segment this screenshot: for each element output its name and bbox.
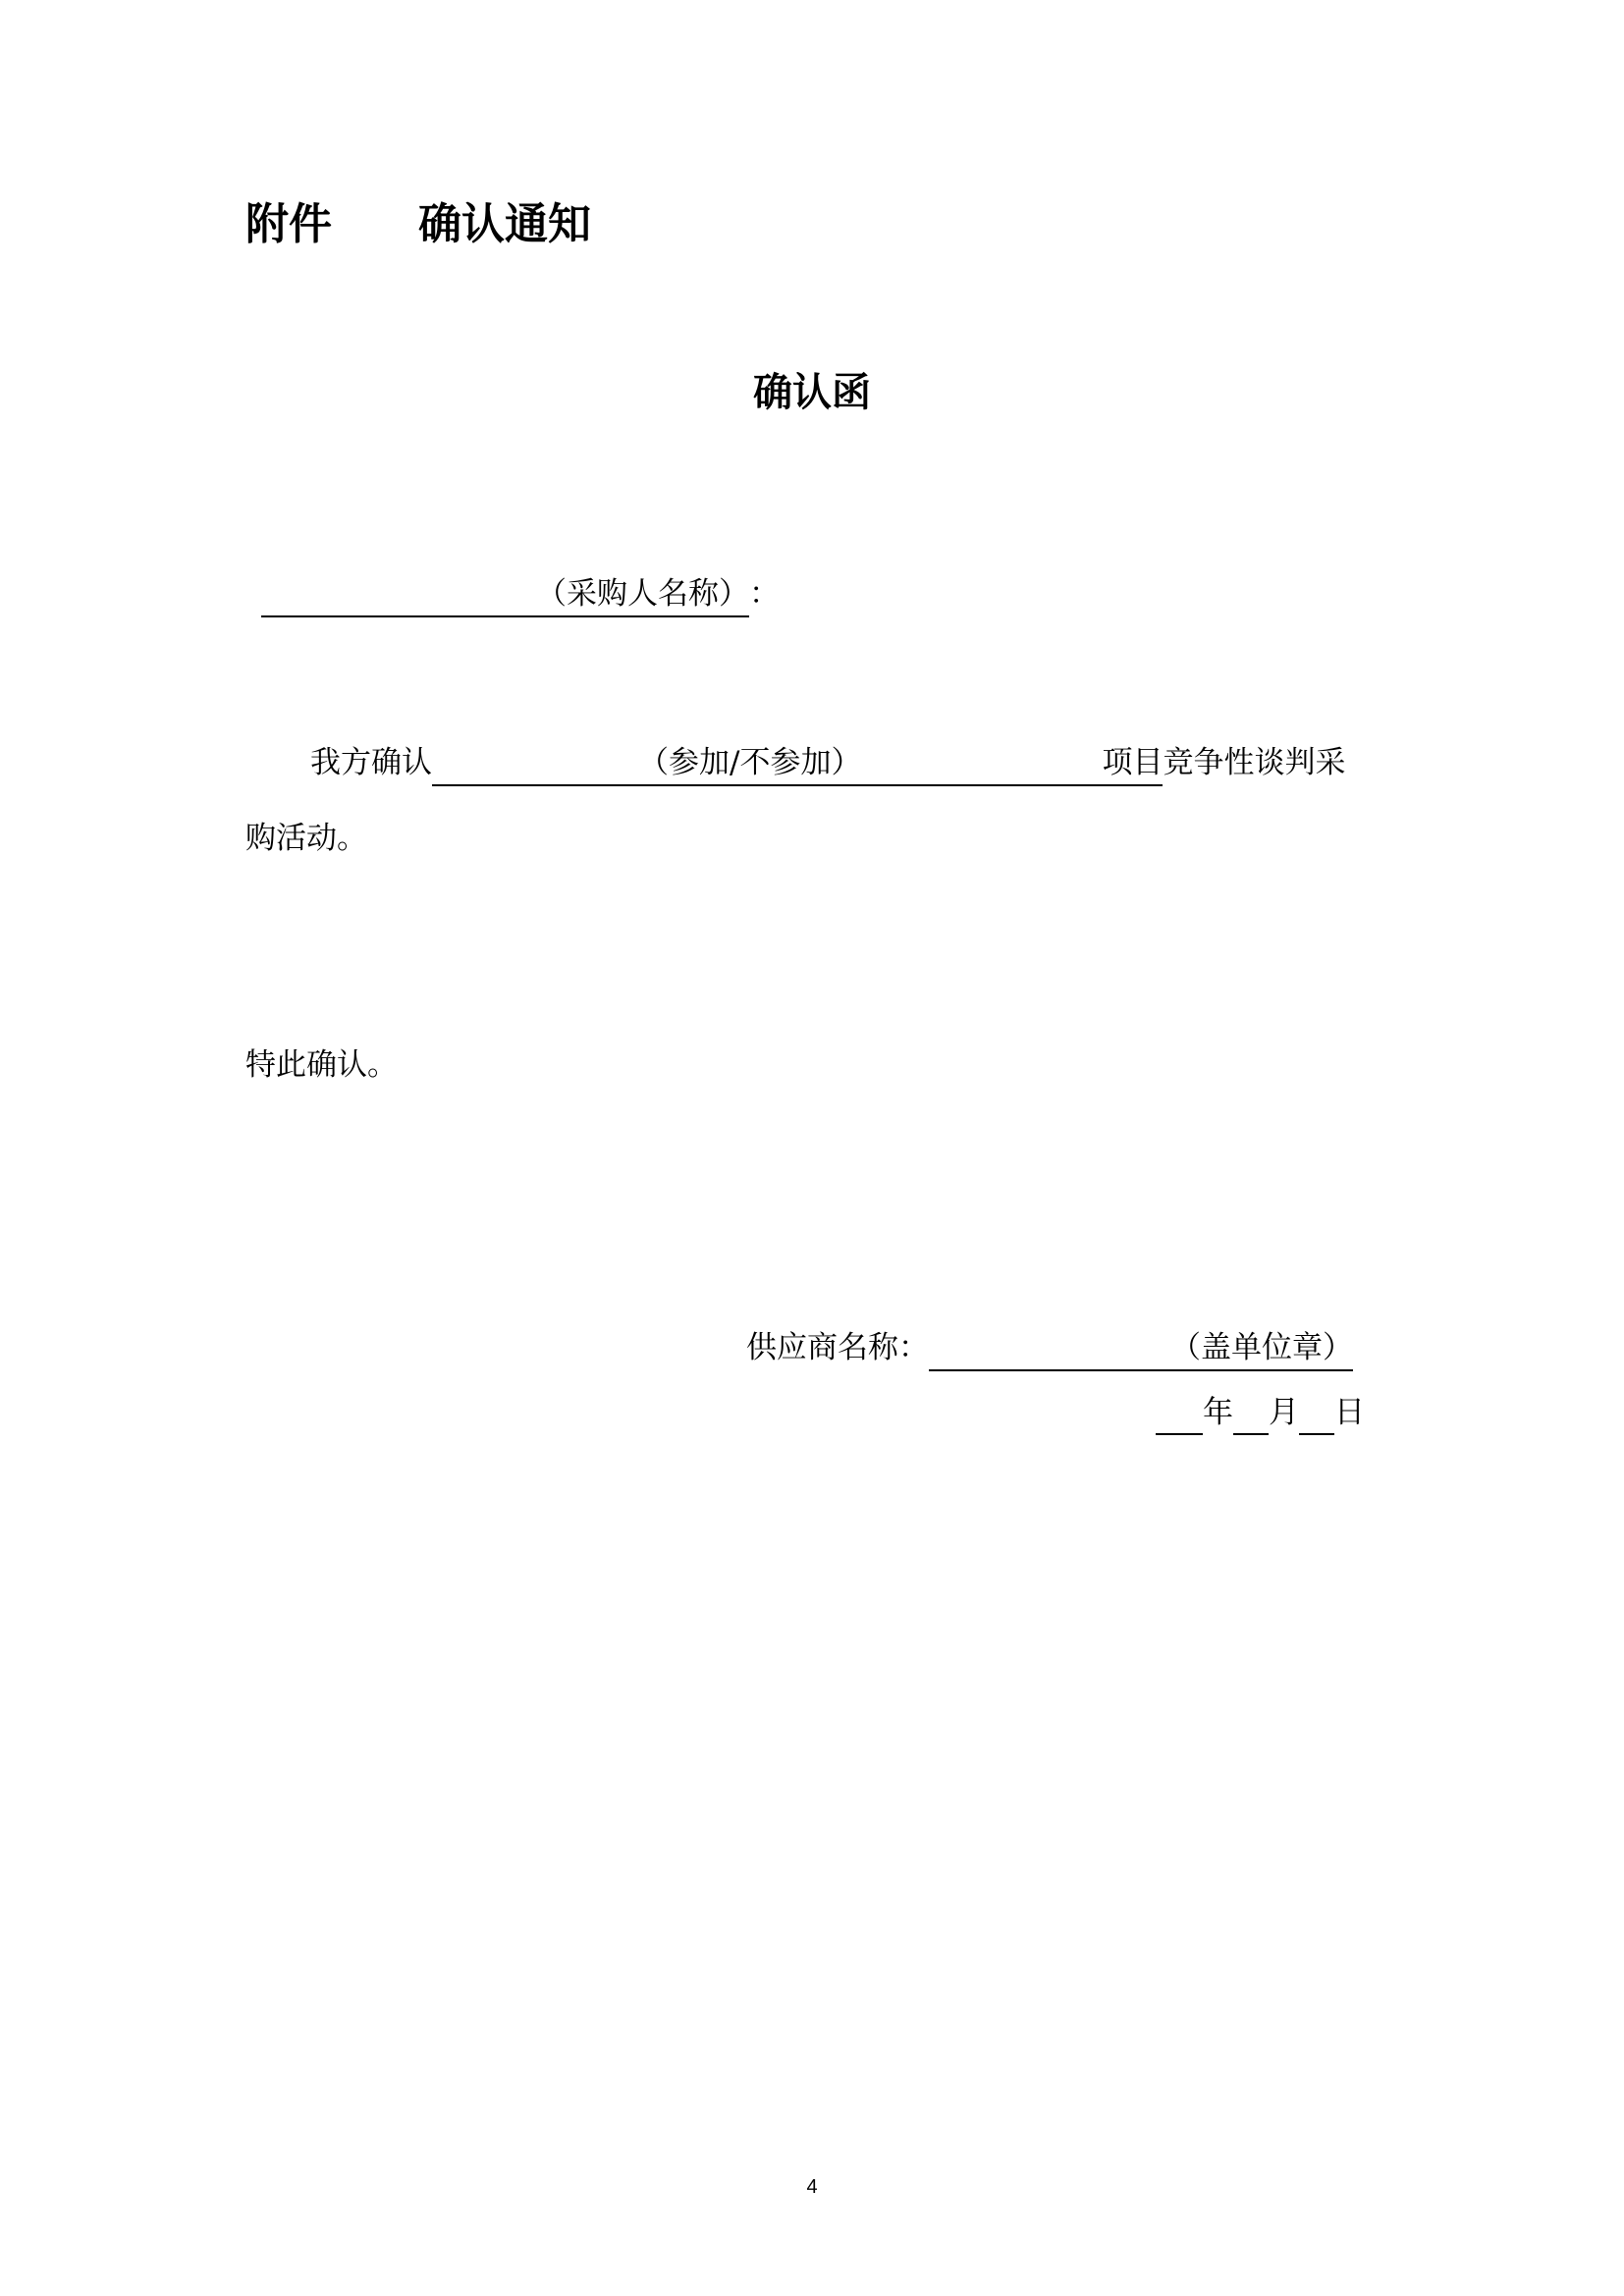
- addressee-hint: （采购人名称）: [536, 572, 749, 617]
- date-line: [1156, 1390, 1365, 1435]
- project-name-blank: [861, 741, 1102, 786]
- participation-hint: （参加/不参加）: [638, 741, 861, 786]
- attachment-label: 附件: [245, 199, 332, 249]
- attachment-heading: [245, 192, 591, 257]
- supplier-line: [746, 1325, 1353, 1371]
- addressee-colon: ：: [749, 576, 780, 612]
- letter-title: 确认函: [753, 370, 871, 415]
- supplier-label: 供应商名称：: [746, 1330, 929, 1365]
- confirmation-continuation: 购活动。: [245, 821, 367, 856]
- confirm-suffix: 竞争性谈判采: [1163, 745, 1346, 780]
- confirm-prefix: 我方确认: [310, 745, 432, 780]
- day-label: 日: [1334, 1395, 1365, 1430]
- year-blank: [1156, 1390, 1203, 1435]
- attachment-title: 确认通知: [418, 199, 591, 249]
- month-label: 月: [1269, 1395, 1299, 1430]
- participation-blank: [432, 741, 638, 786]
- project-label: 项目: [1102, 741, 1163, 786]
- addressee-blank: [261, 572, 536, 617]
- confirmation-paragraph: [310, 740, 1345, 786]
- seal-hint: （盖单位章）: [1170, 1326, 1353, 1371]
- closing-statement: 特此确认。: [245, 1047, 398, 1083]
- supplier-blank: [929, 1326, 1170, 1371]
- year-label: 年: [1203, 1395, 1233, 1430]
- addressee-line: [261, 571, 780, 617]
- page-number: 4: [806, 2176, 818, 2198]
- day-blank: [1299, 1390, 1334, 1435]
- month-blank: [1233, 1390, 1269, 1435]
